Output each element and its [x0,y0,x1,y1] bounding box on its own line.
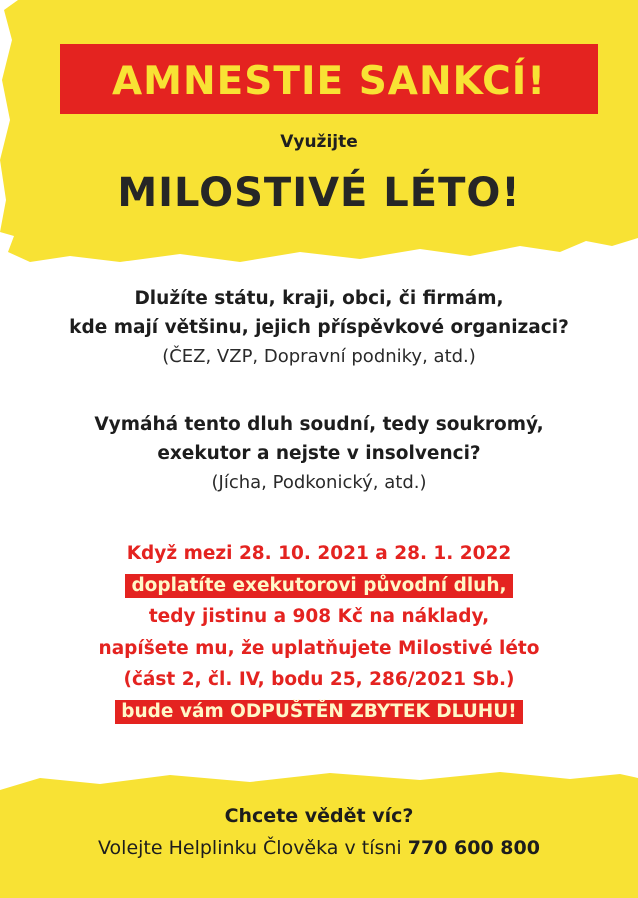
question-1-line-1: Dlužíte státu, kraji, obci, či firmám, [134,288,504,309]
footer [0,800,638,864]
question-1-examples: (ČEZ, VZP, Dopravní podniky, atd.) [162,346,476,367]
question-2 [0,410,638,497]
question-2-line-2: exekutor a nejste v insolvenci? [157,443,481,464]
campaign-title: MILOSTIVÉ LÉTO! [117,170,521,216]
headline-banner [60,44,598,114]
offer-line-4: napíšete mu, že uplatňujete Milostivé léto [98,637,540,659]
footer-question: Chcete vědět víc? [224,805,414,827]
question-1-line-2: kde mají většinu, jejich příspěvkové organizaci? [69,317,569,338]
question-2-examples: (Jícha, Podkonický, atd.) [211,472,427,493]
offer-block [0,538,638,727]
offer-line-3: tedy jistinu a 908 Kč na náklady, [148,606,490,627]
question-1 [0,284,638,371]
question-2-line-1: Vymáhá tento dluh soudní, tedy soukromý, [94,414,544,435]
footer-call-prefix: Volejte Helplinku Člověka v tísni [98,837,408,859]
offer-line-2-highlight: doplatíte exekutorovi původní dluh, [125,574,512,598]
offer-line-6-prefix: bude vám [121,700,231,722]
footer-call [0,832,638,864]
offer-line-5: (část 2, čl. IV, bodu 25, 286/2021 Sb.) [123,669,515,690]
intro-text: Využijte [280,132,358,152]
headline-text: AMNESTIE SANKCÍ! [112,58,546,104]
offer-line-6-emphasis: ODPUŠTĚN ZBYTEK DLUHU! [230,700,517,722]
offer-line-1: Když mezi 28. 10. 2021 a 28. 1. 2022 [126,543,512,564]
helpline-phone[interactable]: 770 600 800 [407,837,540,859]
offer-line-6-highlight [115,700,522,724]
